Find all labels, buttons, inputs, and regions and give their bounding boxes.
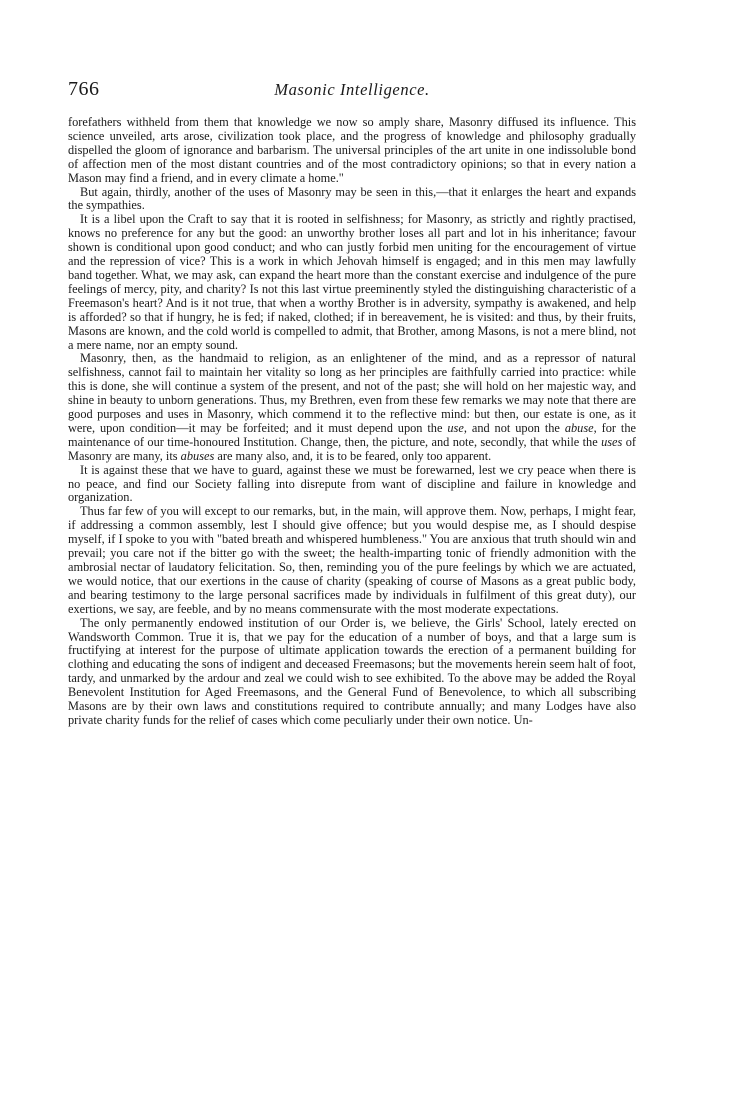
text-run: It is a libel upon the Craft to say that it is rooted in selfishness; for Masonry, as strictly and rightly practised, knows no preference for any but the good: an unworthy brother loses all part and lot in his inheritance; favour shown is conditional upon good conduct; and who can justly forbid men uniting for the encouragement of virtue and the repression of vice? This is a work in which Jehovah himself is engaged; and in this men may lawfully band together. What, we may ask, can expand the heart more than the constant exercise and indulgence of the pure feelings of mercy, pity, and charity? Is not this last virtue preeminently styled the distinguishing characteristic of a Freemason's heart? And is it not true, that when a worthy Brother is in adversity, sympathy is awakened, and help is afforded? so that if hungry, he is fed; if naked, clothed; if in bereavement, he is visited: and thus, by their fruits, Masons are known, and the cold world is compelled to admit, that Brother, among Masons, is not a mere blind, not a mere name, nor an empty sound.: [68, 212, 636, 352]
text-run: Masonry, then, as the handmaid to religion, as an enlightener of the mind, and as a repressor of natural selfishness, cannot fail to maintain her vitality so long as her principles are faithfully carried into practice: while this is done, she will continue a system of the present, and not of the past; she will hold on her majestic way, and shine in beauty to unborn generations. Thus, my Brethren, even from these few remarks we may note that there are good purposes and uses in Masonry, which commend it to the reflective mind: but then, our estate is one, as it were, upon condition—it may be forfeited; and it must depend upon the: [68, 351, 636, 435]
paragraph: [68, 186, 636, 214]
italic-text: abuse: [564, 420, 594, 435]
paragraph: [68, 464, 636, 506]
text-run: of Masonry are many, its: [68, 434, 636, 463]
body-text: [68, 116, 636, 728]
italic-text: uses: [601, 434, 623, 449]
paragraph: [68, 617, 636, 728]
running-title: Masonic Intelligence.: [274, 80, 430, 99]
italic-text: abuses: [180, 448, 215, 463]
text-run: forefathers withheld from them that knowledge we now so amply share, Masonry diffused its influence. This science unveiled, arts arose, civilization took place, and the progress of knowledge and philosophy gradually dispelled the gloom of ignorance and barbarism. The universal principles of the art unite in one indissoluble bond of affection men of the most distant countries and of the most contradictory opinions; so that in every nation a Mason may find a friend, and in every climate a home.": [68, 115, 636, 185]
page-header: [68, 78, 636, 108]
text-run: But again, thirdly, another of the uses of Masonry may be seen in this,—that it enlarges the heart and expands the sympathies.: [68, 184, 636, 213]
paragraph: [68, 505, 636, 616]
text-run: , and not upon the: [463, 420, 565, 435]
text-run: It is against these that we have to guard, against these we must be forewarned, lest we cry peace when there is no peace, and find our Society falling into disrepute from want of discipline and failure in knowledge and organization.: [68, 462, 636, 505]
text-run: are many also, and, it is to be feared, only too apparent.: [214, 448, 492, 463]
paragraph: [68, 116, 636, 186]
paragraph: [68, 352, 636, 463]
text-run: The only permanently endowed institution of our Order is, we believe, the Girls' School, lately erected on Wandsworth Common. True it is, that we pay for the education of a number of boys, and that a large sum is fructifying at interest for the purpose of ultimate application towards the erection of a permanent building for clothing and educating the sons of indigent and deceased Freemasons; but the movements herein seem halt of foot, tardy, and unmarked by the ardour and zeal we could wish to see exhibited. To the above may be added the Royal Benevolent Institution for Aged Freemasons, and the General Fund of Benevolence, to which all subscribing Masons are by their own laws and constitutions required to contribute annually; and many Lodges have also private charity funds for the relief of cases which come peculiarly under their own notice. Un-: [68, 615, 636, 727]
text-run: , for the maintenance of our time-honoured Institution. Change, then, the picture, and note, secondly, that while the: [68, 420, 637, 449]
page-number: 766: [68, 78, 100, 100]
text-run: Thus far few of you will except to our remarks, but, in the main, will approve them. Now, perhaps, I might fear, if addressing a common assembly, lest I should give offence; but you would despise me, as I should despise myself, if I spoke to you with "bated breath and whispered humbleness." You are anxious that truth should win and prevail; you care not if the bitter go with the sweet; the health-imparting tonic of friendly admonition with the ambrosial nectar of laudatory felicitation. So, then, reminding you of the pure feelings by which we are actuated, we would notice, that our exertions in the cause of charity (speaking of course of Masons as a great public body, and bearing testimony to the large personal sacrifices made by individuals in fulfilment of this great duty), our exertions, we say, are feeble, and by no means commensurate with the most moderate expectations.: [68, 504, 636, 616]
page: [68, 78, 636, 728]
paragraph: [68, 213, 636, 352]
italic-text: use: [447, 420, 464, 435]
